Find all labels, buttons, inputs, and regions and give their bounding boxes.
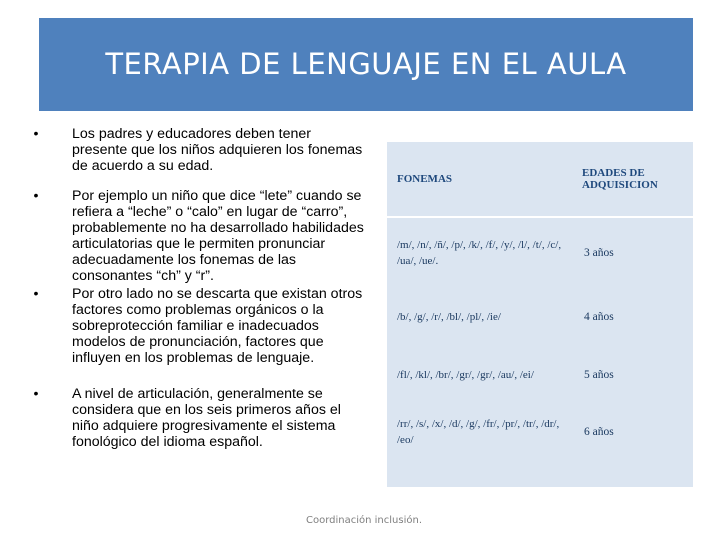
phoneme-age-table bbox=[387, 142, 693, 460]
phoneme-table-panel bbox=[387, 142, 693, 487]
table-header-row bbox=[387, 142, 693, 217]
cell-fonemas: /b/, /g/, /r/, /bl/, /pl/, /ie/ bbox=[397, 311, 501, 323]
header-fonemas: FONEMAS bbox=[387, 142, 572, 217]
bullet-text: Por ejemplo un niño que dice “lete” cuando se refiera a “leche” o “calo” en lugar de “carro”, probablemente no ha desarrollado habilidades articulatorias que le permiten pronunciar adecuadamente los fonemas de las consonantes “ch” y “r”. bbox=[72, 188, 364, 284]
header-edades: EDADES DE ADQUISICION bbox=[572, 142, 693, 217]
table-row bbox=[387, 346, 693, 404]
cell-edad: 3 años bbox=[584, 247, 614, 259]
bullet-item bbox=[30, 126, 370, 174]
bullet-marker: • bbox=[33, 286, 39, 302]
cell-fonemas: /m/, /n/, /ñ/, /p/, /k/, /f/, /y/, /l/, /t/, /c/, /ua/, /ue/. bbox=[397, 239, 562, 267]
cell-fonemas: /rr/, /s/, /x/, /d/, /g/, /fr/, /pr/, /tr/, /dr/, /eo/ bbox=[397, 418, 560, 446]
bullet-list bbox=[30, 126, 370, 464]
bullet-marker: • bbox=[33, 386, 39, 402]
bullet-text: Los padres y educadores deben tener presente que los niños adquieren los fonemas de acuerdo a su edad. bbox=[72, 126, 363, 174]
slide-title: TERAPIA DE LENGUAJE EN EL AULA bbox=[105, 47, 627, 81]
table-row bbox=[387, 217, 693, 288]
footer-text: Coordinación inclusión. bbox=[305, 515, 422, 526]
bullet-text: A nivel de articulación, generalmente se considera que en los seis primeros años el niño adquiere progresivamente el sistema fonológico del idioma español. bbox=[72, 386, 341, 450]
bullet-text: Por otro lado no se descarta que existan otros factores como problemas orgánicos o la sobreprotección familiar e inadecuados modelos de pronunciación, factores que influyen en los problemas de lenguaje. bbox=[72, 286, 363, 366]
bullet-item bbox=[30, 188, 370, 284]
bullet-marker: • bbox=[33, 126, 39, 142]
bullet-item bbox=[30, 386, 370, 450]
bullet-marker: • bbox=[33, 188, 39, 204]
title-banner bbox=[39, 18, 693, 111]
cell-edad: 5 años bbox=[584, 369, 614, 381]
table-row bbox=[387, 288, 693, 346]
bullet-item bbox=[30, 286, 370, 366]
table-row bbox=[387, 404, 693, 460]
cell-edad: 4 años bbox=[584, 311, 614, 323]
cell-fonemas: /fl/, /kl/, /br/, /gr/, /gr/, /au/, /ei/ bbox=[397, 369, 534, 381]
cell-edad: 6 años bbox=[584, 426, 614, 438]
